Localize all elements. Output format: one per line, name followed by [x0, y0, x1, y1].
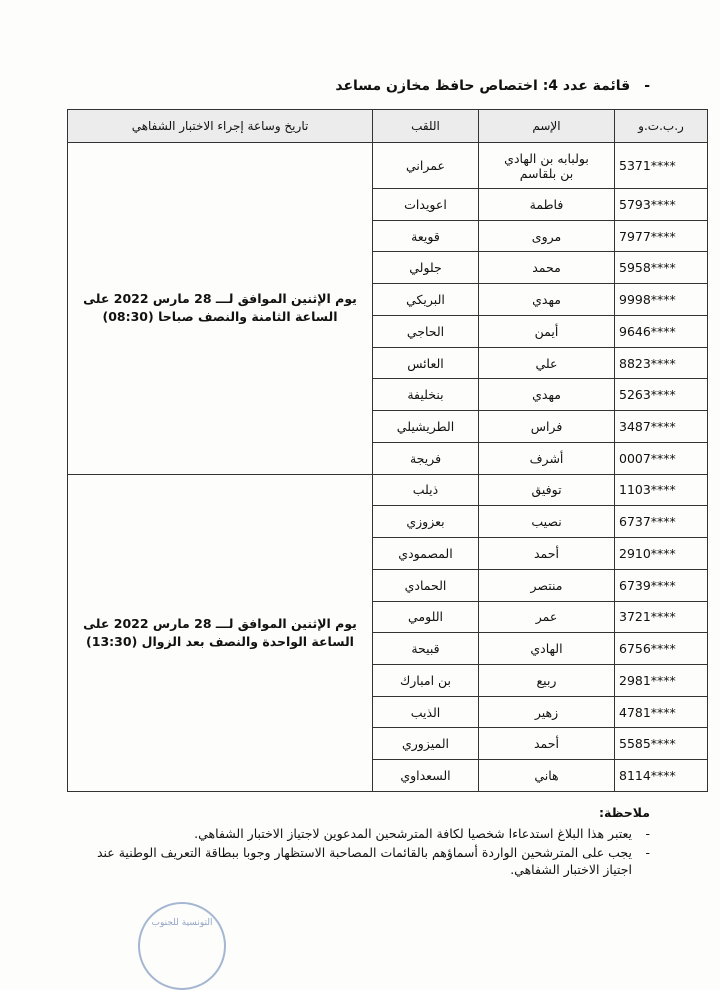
header-last-name: اللقب — [373, 110, 479, 143]
candidate-last-name: جلولي — [373, 252, 479, 284]
candidate-id: 6739**** — [615, 569, 708, 601]
candidate-last-name: الميزوري — [373, 728, 479, 760]
candidate-first-name: مهدي — [479, 379, 615, 411]
candidate-first-name: منتصر — [479, 569, 615, 601]
candidate-first-name: مروى — [479, 220, 615, 252]
candidate-first-name: الهادي — [479, 633, 615, 665]
candidate-last-name: المصمودي — [373, 538, 479, 570]
official-stamp — [138, 902, 226, 990]
candidate-last-name: بنخليفة — [373, 379, 479, 411]
candidates-table — [67, 109, 708, 792]
candidate-last-name: فريجة — [373, 442, 479, 474]
candidate-last-name: اللومي — [373, 601, 479, 633]
first-name-line: بن بلقاسم — [519, 165, 574, 181]
candidate-id: 5793**** — [615, 189, 708, 221]
candidate-id: 6756**** — [615, 633, 708, 665]
candidate-id: 1103**** — [615, 474, 708, 506]
notes-section — [90, 804, 650, 880]
candidate-id: 8114**** — [615, 760, 708, 792]
candidate-first-name: هاني — [479, 760, 615, 792]
candidate-id: 0007**** — [615, 442, 708, 474]
note-bullet: - — [645, 826, 650, 841]
candidate-first-name: أحمد — [479, 538, 615, 570]
note-text: يعتبر هذا البلاغ استدعاءا شخصيا لكافة المترشحين المدعوين لاجتياز الاختبار الشفاهي. — [194, 826, 632, 841]
note-item — [90, 825, 650, 842]
candidate-first-name: فاطمة — [479, 189, 615, 221]
candidate-first-name: ربيع — [479, 665, 615, 697]
candidate-last-name: الحمادي — [373, 569, 479, 601]
candidate-id: 2981**** — [615, 665, 708, 697]
candidate-id: 9646**** — [615, 315, 708, 347]
title-text: قائمة عدد 4: اختصاص حافظ مخازن مساعد — [335, 78, 631, 94]
schedule-line: الساعة الواحدة والنصف بعد الزوال (13:30) — [86, 633, 354, 649]
candidate-first-name: أيمن — [479, 315, 615, 347]
note-item — [90, 844, 650, 878]
candidate-last-name: البريكي — [373, 284, 479, 316]
candidate-id: 8823**** — [615, 347, 708, 379]
candidate-id: 5958**** — [615, 252, 708, 284]
candidate-first-name: أحمد — [479, 728, 615, 760]
stamp-text: التونسية للجنوب — [151, 918, 213, 928]
candidate-first-name: مهدي — [479, 284, 615, 316]
schedule-line: الساعة الثامنة والنصف صباحا (08:30) — [102, 309, 338, 325]
candidate-last-name: الحاجي — [373, 315, 479, 347]
candidate-last-name: العائس — [373, 347, 479, 379]
notes-heading: ملاحظة: — [599, 805, 650, 820]
candidate-last-name: الذيب — [373, 696, 479, 728]
candidate-id: 9998**** — [615, 284, 708, 316]
candidate-first-name: توفيق — [479, 474, 615, 506]
candidate-last-name: بعزوزي — [373, 506, 479, 538]
table-header-row — [68, 110, 708, 143]
title-dash: - — [644, 78, 650, 94]
header-first-name: الإسم — [479, 110, 615, 143]
schedule-cell — [68, 474, 373, 791]
candidate-last-name: ذيلب — [373, 474, 479, 506]
candidate-id: 3721**** — [615, 601, 708, 633]
candidate-last-name: اعويدات — [373, 189, 479, 221]
candidate-id: 6737**** — [615, 506, 708, 538]
candidate-id: 5585**** — [615, 728, 708, 760]
candidate-last-name: الطريشيلي — [373, 411, 479, 443]
note-text: يجب على المترشحين الواردة أسماؤهم بالقائمات المصاحبة الاستظهار وجوبا ببطاقة التعريف الوطنية عند اجتياز الاختبار الشفاهي. — [96, 845, 632, 877]
candidate-id: 5263**** — [615, 379, 708, 411]
header-id: ر.ب.ت.و — [615, 110, 708, 143]
candidate-first-name: علي — [479, 347, 615, 379]
candidate-id: 2910**** — [615, 538, 708, 570]
candidate-last-name: عمراني — [373, 143, 479, 189]
table-row — [68, 143, 708, 189]
candidate-last-name: السعداوي — [373, 760, 479, 792]
schedule-line: يوم الإثنين الموافق لـــ 28 مارس 2022 على — [83, 615, 357, 631]
candidate-first-name: محمد — [479, 252, 615, 284]
candidate-first-name: نصيب — [479, 506, 615, 538]
candidate-id: 7977**** — [615, 220, 708, 252]
candidate-first-name: فراس — [479, 411, 615, 443]
candidate-last-name: قويعة — [373, 220, 479, 252]
schedule-cell — [68, 143, 373, 475]
schedule-line: يوم الإثنين الموافق لـــ 28 مارس 2022 على — [83, 291, 357, 307]
candidate-first-name — [479, 143, 615, 189]
candidate-id: 4781**** — [615, 696, 708, 728]
candidate-last-name: بن امبارك — [373, 665, 479, 697]
candidate-id: 3487**** — [615, 411, 708, 443]
candidate-id: 5371**** — [615, 143, 708, 189]
note-bullet: - — [645, 845, 650, 860]
header-schedule: تاريخ وساعة إجراء الاختبار الشفاهي — [68, 110, 373, 143]
candidate-first-name: أشرف — [479, 442, 615, 474]
page-title — [335, 78, 650, 94]
candidate-first-name: زهير — [479, 696, 615, 728]
table-row — [68, 474, 708, 506]
first-name-line: بولبابه بن الهادي — [504, 150, 589, 166]
candidate-first-name: عمر — [479, 601, 615, 633]
candidate-last-name: قبيحة — [373, 633, 479, 665]
